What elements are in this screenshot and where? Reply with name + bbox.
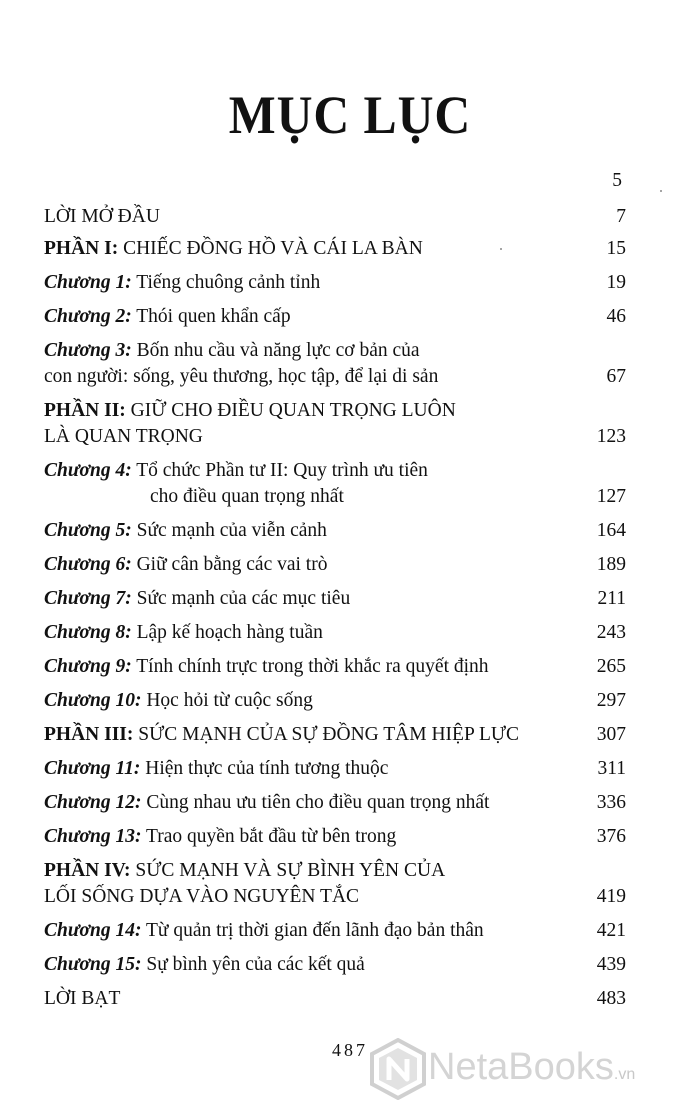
entry-prefix: PHẦN IV: bbox=[44, 860, 131, 881]
entry-text: CHIẾC ĐỒNG HỒ VÀ CÁI LA BÀN bbox=[118, 238, 423, 259]
entry-text: Sức mạnh của viễn cảnh bbox=[131, 520, 327, 541]
entry-page: 164 bbox=[596, 520, 626, 541]
entry-text: Học hỏi từ cuộc sống bbox=[141, 690, 313, 711]
entry-continuation: LÀ QUAN TRỌNG bbox=[44, 426, 203, 447]
entry-page: 311 bbox=[597, 758, 626, 779]
entry-page: 297 bbox=[596, 690, 626, 711]
entry-prefix: Chương 15: bbox=[44, 954, 142, 975]
entry-text: Giữ cân bằng các vai trò bbox=[131, 554, 328, 575]
entry-page: 189 bbox=[596, 554, 626, 575]
watermark-brand: NetaBooks bbox=[428, 1046, 614, 1088]
entry-text: Hiện thực của tính tương thuộc bbox=[140, 758, 389, 779]
entry-text: Bốn nhu cầu và năng lực cơ bản của bbox=[131, 340, 420, 361]
entry-prefix: Chương 14: bbox=[44, 920, 142, 941]
entry-text: Từ quản trị thời gian đến lãnh đạo bản thân bbox=[141, 920, 484, 941]
entry-text: Sự bình yên của các kết quả bbox=[141, 954, 365, 975]
entry-prefix: Chương 4: bbox=[44, 460, 132, 481]
entry-prefix: PHẦN III: bbox=[44, 724, 134, 745]
entry-prefix: Chương 6: bbox=[44, 554, 132, 575]
entry-text: LỜI MỞ ĐẦU bbox=[44, 206, 160, 227]
entry-prefix: PHẦN II: bbox=[44, 400, 126, 421]
entry-prefix: Chương 12: bbox=[44, 792, 142, 813]
watermark-suffix: .vn bbox=[613, 1066, 636, 1083]
entry-page: 15 bbox=[606, 238, 626, 259]
entry-page: 439 bbox=[596, 954, 626, 975]
netabooks-watermark-logo bbox=[368, 1028, 694, 1114]
entry-page: 123 bbox=[596, 426, 626, 447]
entry-page: 67 bbox=[606, 366, 626, 387]
entry-page: 243 bbox=[596, 622, 626, 643]
entry-prefix: Chương 13: bbox=[44, 826, 142, 847]
entry-prefix: Chương 7: bbox=[44, 588, 132, 609]
entry-page: 265 bbox=[596, 656, 626, 677]
entry-page: 211 bbox=[597, 588, 626, 609]
entry-text: LỜI BẠT bbox=[44, 988, 121, 1009]
entry-prefix: Chương 1: bbox=[44, 272, 132, 293]
speck bbox=[500, 248, 502, 250]
entry-text: Tổ chức Phần tư II: Quy trình ưu tiên bbox=[131, 460, 428, 481]
entry-continuation: con người: sống, yêu thương, học tập, để lại di sản bbox=[44, 366, 439, 387]
entry-text: SỨC MẠNH VÀ SỰ BÌNH YÊN CỦA bbox=[130, 860, 446, 881]
entry-prefix: Chương 9: bbox=[44, 656, 132, 677]
entry-text: SỨC MẠNH CỦA SỰ ĐỒNG TÂM HIỆP LỰC bbox=[133, 724, 519, 745]
footer-page-number: 487 bbox=[332, 1040, 368, 1060]
entry-page: 46 bbox=[606, 306, 626, 327]
entry-text: Tính chính trực trong thời khắc ra quyết định bbox=[131, 656, 489, 677]
entry-text: Thói quen khẩn cấp bbox=[131, 306, 291, 327]
page-title: MỤC LỤC bbox=[228, 85, 472, 145]
entry-text: Lập kế hoạch hàng tuần bbox=[131, 622, 323, 643]
entry-page: 307 bbox=[596, 724, 626, 745]
entry-prefix: Chương 8: bbox=[44, 622, 132, 643]
entry-text: GIỮ CHO ĐIỀU QUAN TRỌNG LUÔN bbox=[125, 400, 456, 421]
entry-text: Tiếng chuông cảnh tỉnh bbox=[131, 272, 321, 293]
netabooks-logo-icon bbox=[370, 1038, 426, 1100]
entry-page: 419 bbox=[596, 886, 626, 907]
entry-page: 19 bbox=[606, 272, 626, 293]
entry-page: 483 bbox=[596, 988, 626, 1009]
entry-prefix: Chương 2: bbox=[44, 306, 132, 327]
entry-continuation: LỐI SỐNG DỰA VÀO NGUYÊN TẮC bbox=[44, 886, 360, 907]
speck bbox=[660, 190, 662, 192]
entry-page: 376 bbox=[596, 826, 626, 847]
entry-page: 7 bbox=[616, 206, 626, 227]
entry-prefix: Chương 10: bbox=[44, 690, 142, 711]
entry-prefix: PHẦN I: bbox=[44, 238, 119, 259]
entry-continuation: cho điều quan trọng nhất bbox=[150, 486, 344, 507]
entry-prefix: Chương 3: bbox=[44, 340, 132, 361]
entry-text: Trao quyền bắt đầu từ bên trong bbox=[141, 826, 397, 847]
entry-prefix: Chương 5: bbox=[44, 520, 132, 541]
entry-page: 421 bbox=[596, 920, 626, 941]
entry-page: 127 bbox=[596, 486, 626, 507]
top-page-number: 5 bbox=[612, 170, 622, 191]
entry-prefix: Chương 11: bbox=[44, 758, 141, 779]
entry-page: 336 bbox=[596, 792, 626, 813]
entry-text: Sức mạnh của các mục tiêu bbox=[131, 588, 351, 609]
entry-text: Cùng nhau ưu tiên cho điều quan trọng nhất bbox=[141, 792, 490, 813]
